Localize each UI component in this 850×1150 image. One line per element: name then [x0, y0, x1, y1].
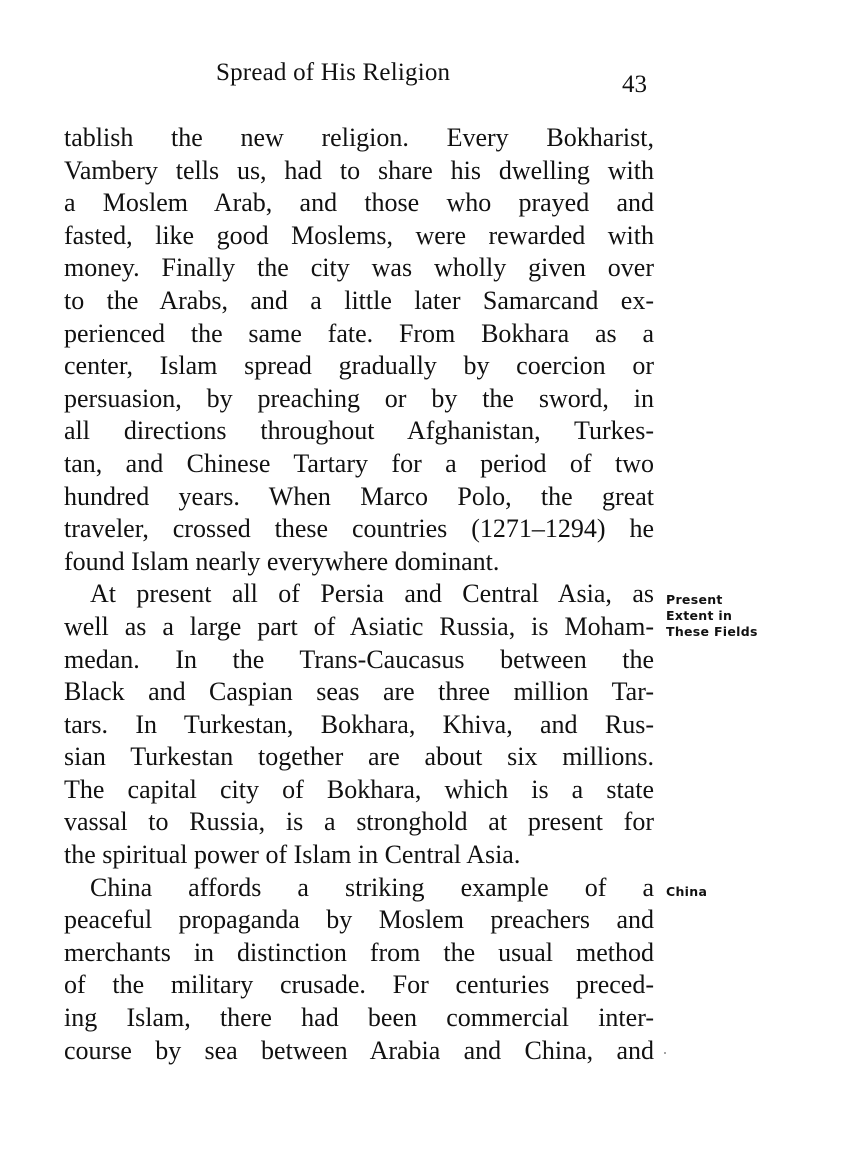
text-line: peaceful propaganda by Moslem preachers and	[64, 905, 654, 935]
margin-note-line: Present	[666, 592, 723, 607]
body-text	[64, 122, 654, 1067]
text-line: traveler, crossed these countries (1271–1294) he	[64, 514, 654, 544]
text-line: Vambery tells us, had to share his dwelling with	[64, 155, 654, 185]
text-line: well as a large part of Asiatic Russia, is Moham-	[64, 611, 654, 641]
text-line: found Islam nearly everywhere dominant.	[64, 546, 500, 576]
text-line: medan. In the Trans-Caucasus between the	[64, 644, 654, 674]
text-line: Black and Caspian seas are three million Tar-	[64, 677, 654, 707]
text-line: tan, and Chinese Tartary for a period of two	[64, 448, 654, 478]
margin-note-china	[666, 884, 707, 900]
text-line: a Moslem Arab, and those who prayed and	[64, 188, 654, 218]
text-line: The capital city of Bokhara, which is a state	[64, 774, 654, 804]
margin-note-line: China	[666, 884, 708, 899]
text-line: to the Arabs, and a little later Samarcand ex-	[64, 285, 654, 315]
margin-note-line: These Fields	[666, 624, 758, 639]
text-line: hundred years. When Marco Polo, the great	[64, 481, 654, 511]
text-line: of the military crusade. For centuries preced-	[64, 970, 654, 1000]
running-title: Spread of His Religion	[216, 59, 451, 86]
text-line: tars. In Turkestan, Bokhara, Khiva, and Rus-	[64, 709, 654, 739]
text-line: persuasion, by preaching or by the sword, in	[64, 383, 654, 413]
text-line: course by sea between Arabia and China, and	[64, 1035, 654, 1065]
text-line: fasted, like good Moslems, were rewarded with	[64, 220, 654, 250]
text-line: sian Turkestan together are about six millions.	[64, 742, 654, 772]
margin-note-present-extent	[666, 592, 758, 640]
text-line: ing Islam, there had been commercial inter-	[64, 1003, 654, 1033]
page-number: 43	[622, 71, 647, 98]
text-line: At present all of Persia and Central Asia, as	[90, 579, 654, 609]
text-line: vassal to Russia, is a stronghold at present for	[64, 807, 654, 837]
running-head	[0, 58, 850, 98]
text-line: all directions throughout Afghanistan, Turkes-	[64, 416, 654, 446]
print-speck	[664, 1052, 666, 1054]
text-line: perienced the same fate. From Bokhara as a	[64, 318, 654, 348]
text-line: tablish the new religion. Every Bokharist,	[64, 123, 654, 152]
text-line: money. Finally the city was wholly given over	[64, 253, 654, 283]
text-line: the spiritual power of Islam in Central Asia.	[64, 840, 521, 870]
text-line: center, Islam spread gradually by coercion or	[64, 351, 654, 381]
text-line: merchants in distinction from the usual method	[64, 937, 654, 967]
margin-note-line: Extent in	[666, 608, 733, 623]
text-line: China affords a striking example of a	[90, 872, 654, 902]
